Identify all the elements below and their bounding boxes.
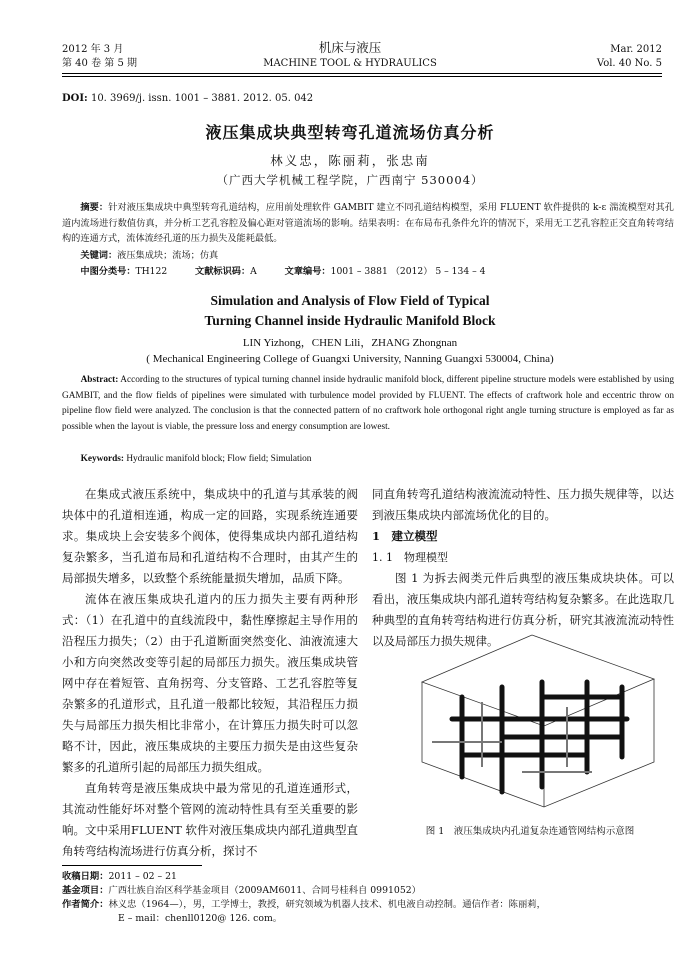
pipe-network [452, 682, 627, 792]
abstract-en-text: According to the structures of typical turning channel inside hydraulic manifold block, different pipeline structure models were established by using GAMBIT, and the flow fields of pipelines were simulated with turbulence model provided by FLUENT. The effects of craftwork hole and eccentric throw on pipeline flow field were analyzed. The conclusion is that the connected pattern of no craftwork hole orthogonal right angle turning structure is employed as far as possible when the layout is viable, the pressure loss and energy consumption are lowest. [62, 375, 674, 432]
journal-volume: 第 40 卷 第 5 期 [62, 58, 137, 69]
intro-paragraph-2: 流体在液压集成块孔道内的压力损失主要有两种形式：（1）在孔道中的直线流段中，黏性摩擦起主导作用的沿程压力损失；（2）由于孔道断面突然变化、油液流速大小和方向突然改变等引起的局部压力损失。液压集成块管网中存在着短管、直角拐弯、分支管路、工艺孔容腔等复杂繁多的孔道形式，且孔道一般都比较短，其沿程压力损失与局部压力损失相比非常小，在计算压力损失时可以忽略不计，因此，液压集成块的主要压力损失是由这些复杂繁多的孔道所引起的局部压力损失组成。 [62, 592, 358, 774]
block-top-face [422, 635, 654, 726]
keywords-en-text: Hydraulic manifold block; Flow field; Simulation [126, 454, 312, 464]
journal-volume-en: Vol. 40 No. 5 [596, 58, 662, 69]
right-paragraph-1: 同直角转弯孔道结构液流流动特性、压力损失规律等，以达到液压集成块内部流场优化的目的。 [372, 487, 674, 522]
paper-title-cn: 液压集成块典型转弯孔道流场仿真分析 [205, 123, 495, 142]
class-value: TH122 [135, 266, 168, 277]
article-value: 1001 – 3881 （2012） 5 – 134 – 4 [330, 266, 486, 277]
keywords-cn [62, 248, 674, 264]
intro-paragraph-1: 在集成式液压系统中，集成块中的孔道与其承装的阀块体中的孔道相连通，构成一定的回路，实现系统连通要求。集成块上会安装多个阀体，使得集成块内部孔道结构复杂繁多，当孔道布局和孔道结构不合理时，由其产生的局部损失增多，以致整个系统能量损失增加，品质下降。 [62, 487, 358, 585]
left-column [62, 484, 358, 862]
figure-manifold-block [392, 627, 672, 817]
abstract-en-label: Abstract: [80, 375, 119, 385]
authors-en: LIN Yizhong，CHEN Lili，ZHANG Zhongnan [242, 337, 458, 349]
footnote-rule [62, 865, 202, 866]
classification-line [62, 264, 674, 280]
header-rule [62, 73, 662, 74]
paper-title-en-line2: Turning Channel inside Hydraulic Manifold Block [204, 313, 496, 328]
footnote [62, 870, 674, 926]
fund-label: 基金项目： [62, 885, 109, 896]
code-label: 文献标识码： [195, 266, 251, 277]
keywords-en [62, 452, 674, 468]
intro-paragraph-3: 直角转弯是液压集成块中最为常见的孔道连通形式，其流动性能好坏对整个管网的流动特性具有至关重要的影响。文中采用FLUENT 软件对液压集成块内部孔道典型直角转弯结构流场进行仿真分析，探讨不 [62, 781, 358, 858]
authors-cn: 林义忠，陈丽莉，张忠南 [270, 153, 430, 168]
author-email: E – mail：chenll0120@ 126. com。 [118, 913, 283, 924]
fund-line [62, 884, 674, 898]
article-label: 文章编号： [284, 266, 331, 277]
code-value: A [250, 266, 257, 277]
received-date [62, 870, 674, 884]
journal-date-en: Mar. 2012 [610, 44, 662, 55]
abstract-cn-label: 摘要： [80, 202, 109, 213]
keywords-cn-label: 关键词： [80, 250, 118, 261]
subsection-heading-1-1: 1. 1 物理模型 [372, 551, 448, 564]
doi-value: 10. 3969/j. issn. 1001 – 3881. 2012. 05. 042 [90, 93, 314, 104]
class-label: 中图分类号： [80, 266, 136, 277]
right-paragraph-2: 图 1 为拆去阀类元件后典型的液压集成块块体。可以看出，液压集成块内部孔道转弯结构复杂繁多。在此选取几种典型的直角转弯结构进行仿真分析，研究其液流流动特性以及局部压力损失规律。 [372, 571, 674, 648]
paper-title-en-line1: Simulation and Analysis of Flow Field of Typical [210, 293, 490, 308]
keywords-cn-text: 液压集成块；流场；仿真 [117, 250, 219, 261]
figure-caption: 图 1 液压集成块内孔道复杂连通管网结构示意图 [425, 826, 635, 837]
author-value: 林义忠（1964—），男，工学博士，教授，研究领域为机器人技术、机电液自动控制。通信作者：陈丽莉， [108, 899, 546, 910]
abstract-cn-text: 针对液压集成块中典型转弯孔道结构，应用前处理软件 GAMBIT 建立不同孔道结构模型，采用 FLUENT 软件提供的 k-ε 湍流模型对其孔道内流场进行数值仿真，并分析工艺孔容腔及偏心距对管道流场的影响。结果表明：在布局布孔条件允许的情况下，采用无工艺孔容腔正交直角转弯结构的连通方式，流体流经孔道的压力损失及能耗最低。 [62, 202, 674, 244]
received-label: 收稿日期： [62, 871, 109, 882]
journal-name-en: MACHINE TOOL & HYDRAULICS [263, 58, 437, 69]
journal-name-cn: 机床与液压 [318, 40, 382, 55]
keywords-en-label: Keywords: [80, 454, 124, 464]
header-rule-second [62, 76, 662, 77]
affiliation-cn: （广西大学机械工程学院，广西南宁 530004） [216, 173, 484, 187]
fund-value: 广西壮族自治区科学基金项目（2009AM6011、合同号桂科自 0991052） [108, 885, 421, 896]
abstract-cn [62, 200, 674, 247]
received-value: 2011 – 02 – 21 [108, 871, 177, 882]
author-bio [62, 898, 674, 912]
section-heading-1: 1 建立模型 [372, 529, 438, 543]
journal-date: 2012 年 3 月 [62, 44, 124, 55]
author-label: 作者简介： [62, 899, 109, 910]
affiliation-en: ( Mechanical Engineering College of Guangxi University, Nanning Guangxi 530004, China) [146, 353, 554, 365]
doi-label: DOI: [62, 93, 88, 104]
abstract-en [62, 373, 674, 435]
doi [62, 93, 313, 104]
